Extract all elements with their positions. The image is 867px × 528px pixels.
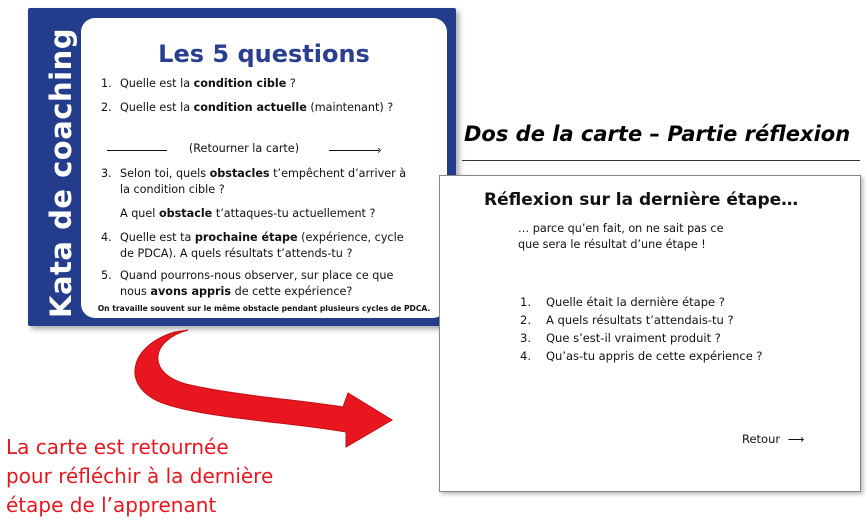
question-3: 3. Selon toi, quels obstacles t’empêchent d’arriver à la condition cible ? (101, 167, 407, 196)
reflection-question-4: 4. Qu’as-tu appris de cette expérience ? (520, 349, 763, 363)
arrow-right-icon: › (377, 143, 382, 157)
back-card-heading: Dos de la carte – Partie réflexion (464, 122, 851, 146)
flip-annotation: La carte est retournée pour réfléchir à la dernière étape de l’apprenant (6, 435, 274, 517)
red-curved-arrow-icon (135, 330, 392, 447)
reflection-question-3: 3. Que s’est-il vraiment produit ? (520, 331, 721, 345)
question-2: 2. Quelle est la condition actuelle (maintenant) ? (101, 101, 394, 114)
reflection-question-1: 1. Quelle était la dernière étape ? (520, 295, 725, 309)
reflection-question-2: 2. A quels résultats t’attendais-tu ? (520, 313, 734, 327)
back-card-intro: … parce qu’en fait, on ne sait pas ce que sera le résultat d’une étape ! (518, 222, 724, 251)
front-card-footnote: On travaille souvent sur le même obstacle pendant plusieurs cycles de PDCA. (97, 304, 431, 313)
back-card-title: Réflexion sur la dernière étape… (484, 190, 799, 210)
return-label: Retour ⟶ (742, 432, 805, 446)
question-1: 1. Quelle est la condition cible ? (101, 77, 296, 90)
front-card-title: Les 5 questions (158, 40, 370, 68)
question-3-sub: A quel obstacle t’attaques-tu actuellement ? (120, 207, 376, 220)
front-card-side-label: Kata de coaching (44, 28, 78, 318)
arrow-right-icon: ⟶ (787, 432, 805, 446)
turn-card-label: (Retourner la carte) (188, 142, 300, 155)
question-5: 5. Quand pourrons-nous observer, sur place ce que nous avons appris de cette expérience? (101, 269, 394, 298)
question-4: 4. Quelle est ta prochaine étape (expérience, cycle de PDCA). A quels résultats t’attends-tu ? (101, 231, 404, 260)
